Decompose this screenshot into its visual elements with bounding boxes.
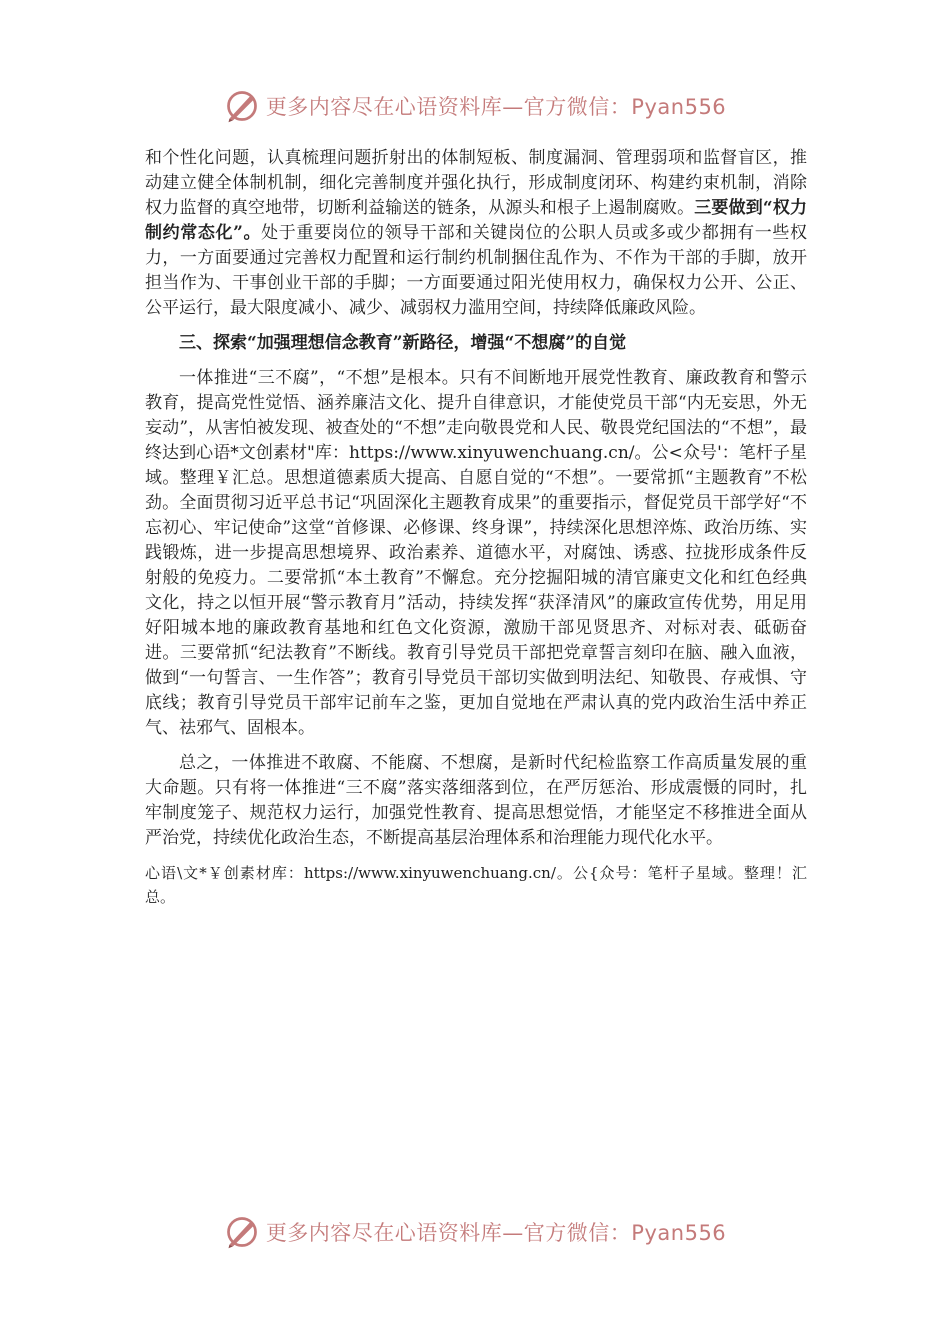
paragraph-3: 总之，一体推进不敢腐、不能腐、不想腐，是新时代纪检监察工作高质量发展的重大命题。只有将一体推进“三不腐”落实落细落到位，在严厉惩治、形成震慑的同时，扎牢制度笼子、规范权力运行，加强党性教育、提高思想觉悟，才能坚定不移推进全面从严治党，持续优化政治生态，不断提高基层治理体系和治理能力现代化水平。 <box>145 753 807 848</box>
paragraph-2: 一体推进“三不腐”，“不想”是根本。只有不间断地开展党性教育、廉政教育和警示教育，提高党性觉悟、涵养廉洁文化、提升自律意识，才能使党员干部“内无妄思，外无妄动”，从害怕被发现、被查处的“不想”走向敬畏党和人民、敬畏党纪国法的“不想”，最终达到心语*文创素材"库：https://www.xinyuwenchuang.cn/。公<众号'：笔杆子星域。整理￥汇总。思想道德素质大提高、自愿自觉的“不想”。一要常抓“主题教育”不松劲。全面贯彻习近平总书记“巩固深化主题教育成果”的重要指示，督促党员干部学好“不忘初心、牢记使命”这堂“首修课、必修课、终身课”，持续深化思想淬炼、政治历练、实践锻炼，进一步提高思想境界、政治素养、道德水平，对腐蚀、诱惑、拉拢形成条件反射般的免疫力。二要常抓“本土教育”不懈怠。充分挖掘阳城的清官廉吏文化和红色经典文化，持之以恒开展“警示教育月”活动，持续发挥“获泽清风”的廉政宣传优势，用足用好阳城本地的廉政教育基地和红色文化资源，激励干部见贤思齐、对标对表、砥砺奋进。三要常抓“纪法教育”不断线。教育引导党员干部把党章誓言刻印在脑、融入血液，做到“一句誓言、一生作答”；教育引导党员干部切实做到明法纪、知敬畏、存戒惧、守底线；教育引导党员干部牢记前车之鉴，更加自觉地在严肃认真的党内政治生活中养正气、祛邪气、固根本。 <box>145 368 807 738</box>
paragraph-1-text-b: 处于重要岗位的领导干部和关键岗位的公职人员或多或少都拥有一些权力，一方面要通过完善权力配置和运行制约机制捆住乱作为、不作为干部的手脚，放开担当作为、干事创业干部的手脚；一方面要通过阳光使用权力，确保权力公开、公正、公平运行，最大限度减小、减少、减弱权力滥用空间，持续降低廉政风险。 <box>145 223 807 318</box>
pen-logo-icon <box>224 1214 260 1250</box>
footer-banner <box>0 1212 950 1252</box>
paragraph-1-text-a: 和个性化问题，认真梳理问题折射出的体制短板、制度漏洞、管理弱项和监督盲区，推动建立健全体制机制，细化完善制度并强化执行，形成制度闭环、构建约束机制，消除权力监督的真空地带，切断利益输送的链条，从源头和根子上遏制腐败。 <box>145 148 807 218</box>
pen-logo-icon <box>224 88 260 124</box>
source-note: 心语\文*￥创素材库：https://www.xinyuwenchuang.cn/。公{众号：笔杆子星域。整理！汇总。 <box>145 864 807 906</box>
paragraph-1 <box>145 146 807 321</box>
header-banner <box>0 86 950 126</box>
paragraph-1-bold: 三要做到“权力制约常态化”。 <box>145 198 808 243</box>
section-heading-3: 三、探索“加强理想信念教育”新路径，增强“不想腐”的自觉 <box>179 333 627 353</box>
banner-text: 更多内容尽在心语资料库—官方微信：Pyan556 <box>265 95 727 119</box>
document-body <box>145 146 807 909</box>
banner-text: 更多内容尽在心语资料库—官方微信：Pyan556 <box>265 1221 727 1245</box>
